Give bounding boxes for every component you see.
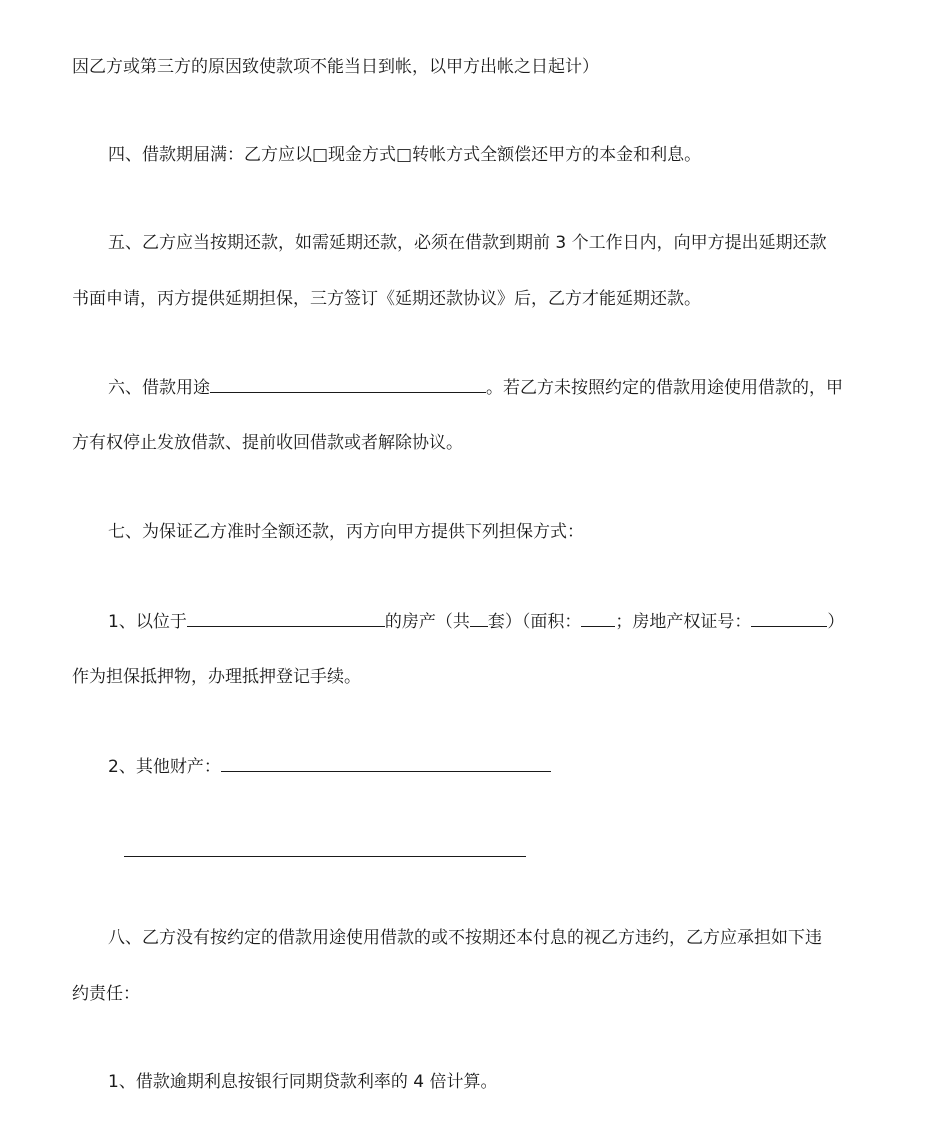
- text-line-1: 因乙方或第三方的原因致使款项不能当日到帐，以甲方出帐之日起计）: [72, 57, 599, 77]
- property-location-blank[interactable]: [187, 606, 385, 627]
- clause-5-line-1: 五、乙方应当按期还款，如需延期还款，必须在借款到期前 3 个工作日内，向甲方提出延期还款: [108, 233, 827, 253]
- clause-6-line-2: 方有权停止发放借款、提前收回借款或者解除协议。: [72, 433, 463, 453]
- other-property-blank[interactable]: [221, 751, 551, 772]
- clause-6-line-1: 六、借款用途 。若乙方未按照约定的借款用途使用借款的，甲: [0, 372, 950, 402]
- loan-purpose-blank[interactable]: [210, 372, 486, 393]
- clause-8-line-1: 八、乙方没有按约定的借款用途使用借款的或不按期还本付息的视乙方违约，乙方应承担如下违: [108, 928, 822, 948]
- guarantee-1-line-2: 作为担保抵押物，办理抵押登记手续。: [72, 667, 361, 687]
- guarantee-1-line-1: 1、以位于 的房产（共 套）（面积： ；房地产权证号： ）: [0, 606, 950, 636]
- other-property-blank-2[interactable]: [124, 856, 526, 857]
- clause-7-line: 七、为保证乙方准时全额还款，丙方向甲方提供下列担保方式：: [108, 522, 584, 542]
- clause-4-line: 四、借款期届满：乙方应以□现金方式□转帐方式全额偿还甲方的本金和利息。: [108, 145, 702, 165]
- property-count-blank[interactable]: [470, 606, 488, 627]
- guarantee-2-line: 2、其他财产：: [0, 751, 950, 781]
- liability-1-line: 1、借款逾期利息按银行同期贷款利率的 4 倍计算。: [108, 1072, 498, 1092]
- property-certificate-blank[interactable]: [751, 606, 827, 627]
- clause-8-line-2: 约责任：: [72, 984, 140, 1004]
- property-area-blank[interactable]: [581, 606, 615, 627]
- clause-5-line-2: 书面申请，丙方提供延期担保，三方签订《延期还款协议》后，乙方才能延期还款。: [72, 289, 701, 309]
